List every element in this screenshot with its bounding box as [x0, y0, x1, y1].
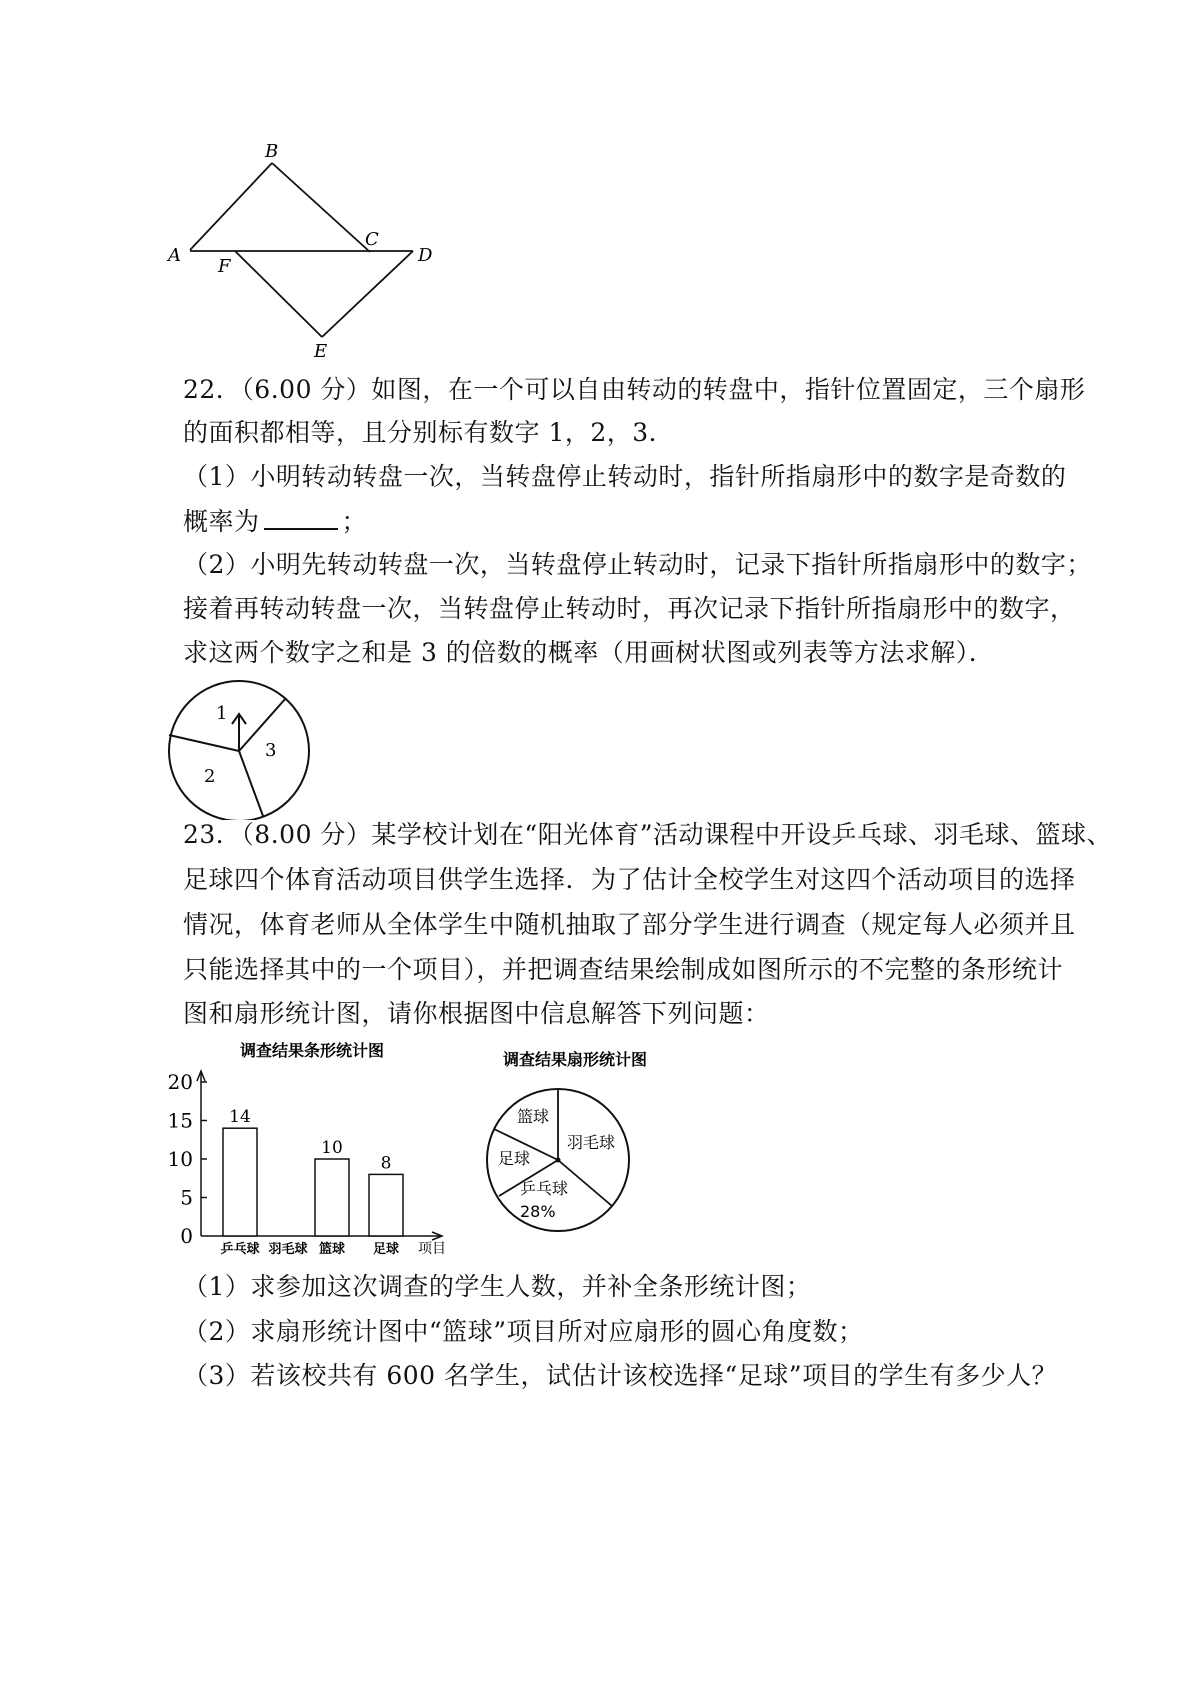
pie-center-dot: [556, 1158, 561, 1163]
q23-line5: 图和扇形统计图，请你根据图中信息解答下列问题：: [183, 999, 770, 1028]
pie-label-pingpong: 乒乓球: [520, 1179, 569, 1198]
segment-BC: [272, 163, 370, 252]
x-tick-label: 篮球: [318, 1242, 346, 1257]
spinner-figure: [160, 680, 320, 820]
q22-part2-line3: 求这两个数字之和是 3 的倍数的概率（用画树状图或列表等方法求解）．: [183, 638, 995, 667]
spinner-label-3: 3: [265, 740, 277, 761]
label-A: A: [168, 245, 181, 266]
q23-part2: （2）求扇形统计图中“篮球”项目所对应扇形的圆心角度数；: [183, 1317, 864, 1346]
pie-label-pingpong-percent: 28%: [520, 1202, 556, 1221]
bar-chart-title: 调查结果条形统计图: [240, 1041, 385, 1060]
q22-part1-line1: （1）小明转动转盘一次，当转盘停止转动时，指针所指扇形中的数字是奇数的: [183, 462, 1067, 491]
q22-part1-line2: [183, 506, 367, 537]
x-tick-label: 羽毛球: [268, 1242, 308, 1257]
spinner-label-2: 2: [204, 766, 216, 787]
q22-line2: 的面积都相等，且分别标有数字 1，2，3．: [183, 418, 675, 447]
x-axis-label: 项目: [418, 1241, 446, 1257]
label-F: F: [218, 256, 231, 277]
bar-data-label: 8: [380, 1153, 392, 1174]
answer-blank: [264, 506, 338, 530]
spinner-divider-1: [239, 698, 286, 751]
label-D: D: [418, 245, 433, 266]
segment-EF: [235, 251, 322, 337]
bar: [223, 1128, 257, 1236]
bar-data-label: 14: [229, 1107, 251, 1128]
y-tick-label: 0: [180, 1224, 193, 1248]
label-E: E: [314, 341, 328, 362]
pie-label-badminton: 羽毛球: [567, 1133, 616, 1152]
q23-line2: 足球四个体育活动项目供学生选择．为了估计全校学生对这四个活动项目的选择: [183, 865, 1076, 894]
q23-line4: 只能选择其中的一个项目），并把调查结果绘制成如图所示的不完整的条形统计: [183, 955, 1064, 984]
label-C: C: [365, 229, 379, 250]
pie-chart-title: 调查结果扇形统计图: [503, 1050, 648, 1069]
pie-label-football: 足球: [498, 1149, 531, 1168]
spinner-divider-2: [169, 735, 239, 751]
segment-DE: [322, 251, 413, 337]
x-tick-label: 足球: [372, 1242, 400, 1257]
y-tick-label: 10: [167, 1147, 193, 1171]
q22-part1-suffix: ；: [341, 507, 368, 536]
spinner-divider-3: [239, 751, 263, 816]
spinner-label-1: 1: [216, 703, 228, 724]
y-tick-label: 20: [167, 1070, 193, 1094]
q23-line3: 情况，体育老师从全体学生中随机抽取了部分学生进行调查（规定每人必须并且: [183, 910, 1076, 939]
bar: [315, 1159, 349, 1236]
geometry-figure: [160, 135, 460, 365]
q23-line1: 23．（8.00 分）某学校计划在“阳光体育”活动课程中开设乒乓球、羽毛球、篮球、: [183, 820, 1112, 849]
q23-part1: （1）求参加这次调查的学生人数，并补全条形统计图；: [183, 1272, 812, 1301]
pie-chart: [470, 1040, 700, 1240]
y-tick-label: 5: [180, 1185, 193, 1210]
label-B: B: [265, 141, 279, 162]
bar: [369, 1174, 403, 1236]
x-tick-label: 乒乓球: [220, 1242, 260, 1257]
bar-data-label: 10: [321, 1138, 343, 1158]
segment-AB: [190, 163, 272, 250]
q22-part1-prefix: 概率为: [183, 507, 260, 536]
y-tick-label: 15: [167, 1108, 193, 1133]
q22-part2-line2: 接着再转动转盘一次，当转盘停止转动时，再次记录下指针所指扇形中的数字，: [183, 594, 1076, 623]
bar-chart: [160, 1035, 460, 1260]
q22-part2-line1: （2）小明先转动转盘一次，当转盘停止转动时，记录下指针所指扇形中的数字；: [183, 550, 1092, 579]
q22-line1: 22．（6.00 分）如图，在一个可以自由转动的转盘中，指针位置固定，三个扇形: [183, 375, 1086, 404]
pie-label-basketball: 篮球: [517, 1107, 550, 1126]
q23-part3: （3）若该校共有 600 名学生，试估计该校选择“足球”项目的学生有多少人？: [183, 1361, 1058, 1390]
